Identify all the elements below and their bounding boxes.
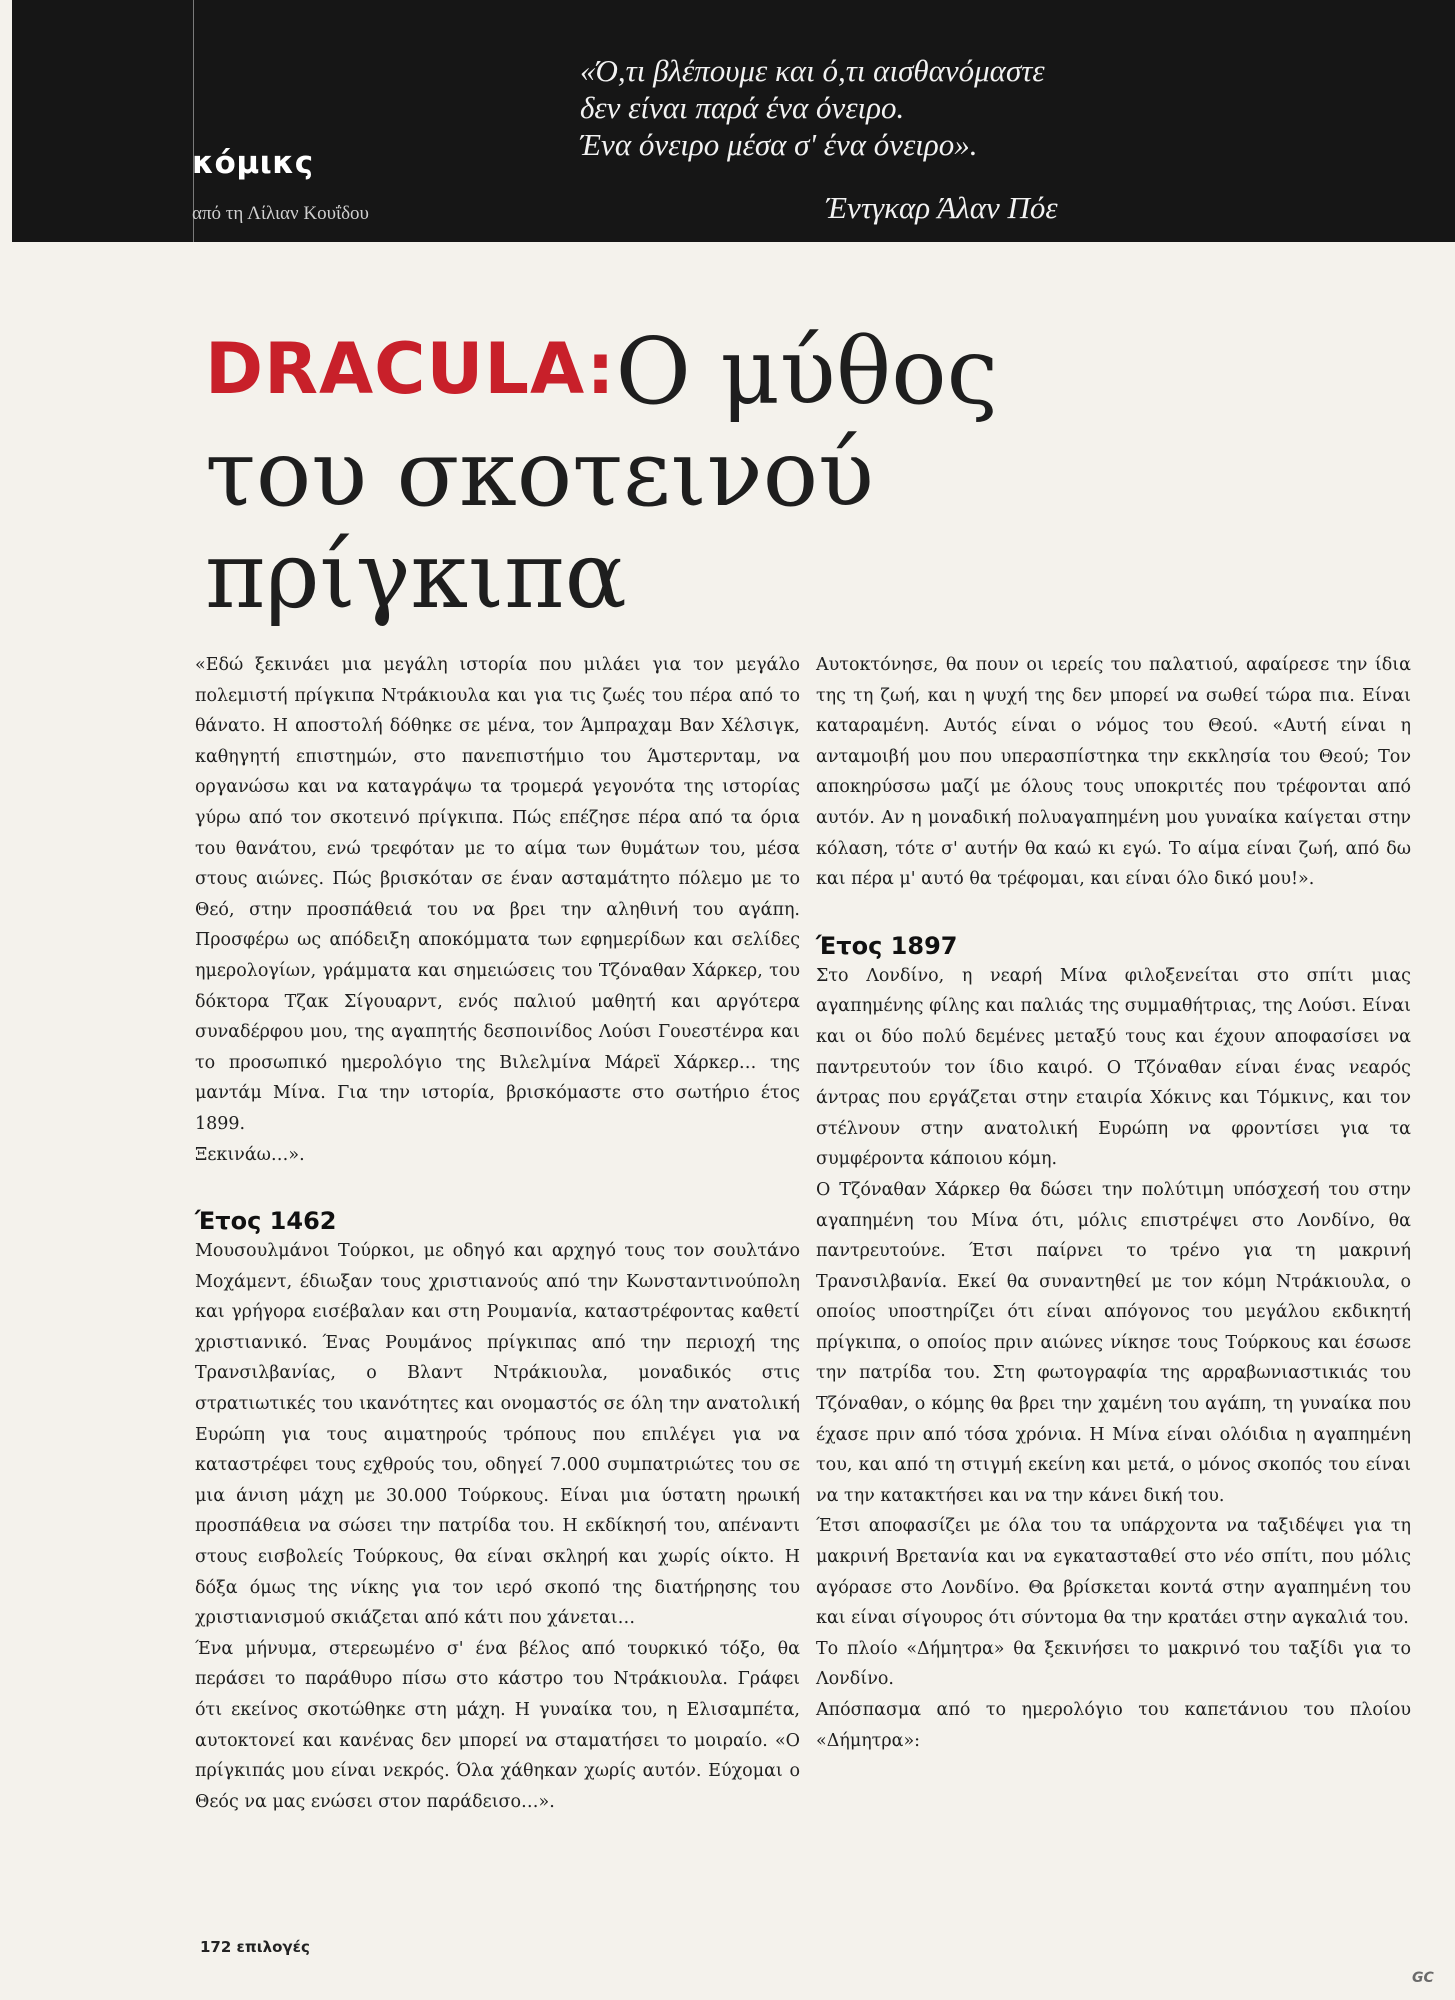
section-heading: Έτος 1462 (195, 1207, 337, 1236)
quote-line: Ένα όνειρο μέσα σ' ένα όνειρο». (580, 127, 978, 162)
title-highlight: DRACULA: (205, 328, 616, 410)
quote-author: Έντγκαρ Άλαν Πόε (826, 190, 1058, 225)
title-line-1 (205, 318, 1205, 423)
intro-paragraph: «Εδώ ξεκινάει μια μεγάλη ιστορία που μιλάει για τον μεγάλο πολεμιστή πρίγκιπα Ντράκιουλα και για τις ζωές του πέρα από το θάνατο. Η αποστολή δόθηκε σε μένα, τον Άμπραχαμ Βαν Χέλσιγκ, καθηγητή επιστημών, στο πανεπιστήμιο του Άμστερνταμ, να οργανώσω και να καταγράψω τα τρομερά γεγονότα της ιστορίας γύρω από τον σκοτεινό πρίγκιπα. Πώς επέζησε πέρα από τα όρια του θανάτου, ενώ τρεφόταν με το αίμα των θυμάτων του, μέσα στους αιώνες. Πώς βρισκόταν σε έναν ασταμάτητο πόλεμο με το Θεό, στην προσπάθειά του να βρει την αληθινή του αγάπη. Προσφέρω ως απόδειξη αποκόμματα των εφημερίδων και σελίδες ημερολογίων, γράμματα και σημειώσεις του Τζόναθαν Χάρκερ, του δόκτορα Τζακ Σίγουαρντ, ενός παλιού μαθητή και αργότερα συναδέρφου μου, της αγαπητής δεσποινίδος Λούσι Γουεστένρα και το προσωπικό ημερολόγιο της Βιλελμίνα Μάρεϊ Χάρκερ… της μαντάμ Μίνα. Για την ιστορία, βρισκόμαστε στο σωτήριο έτος 1899. (195, 655, 800, 1134)
article-column-right (816, 650, 1411, 1756)
article-title (205, 318, 1205, 627)
section-heading: Έτος 1897 (816, 931, 958, 960)
page-folio (200, 1938, 310, 1956)
body-paragraph: Στο Λονδίνο, η νεαρή Μίνα φιλοξενείται στο σπίτι μιας αγαπημένης φίλης και παλιάς της συμμαθήτριας, της Λούσι. Είναι και οι δύο πολύ δεμένες μεταξύ τους και έχουν αποφασίσει να παντρευτούν τον ίδιο καιρό. Ο Τζόναθαν είναι ένας νεαρός άντρας που εργάζεται στην εταιρία Χόκινς και Τόμκινς, και τον στέλνουν στην ανατολική Ευρώπη να φροντίσει για τα συμφέροντα κάποιου κόμη. (816, 965, 1411, 1170)
magazine-name: επιλογές (236, 1938, 310, 1956)
body-paragraph: Απόσπασμα από το ημερολόγιο του καπετάνιου του πλοίου «Δήμητρα»: (816, 1700, 1411, 1751)
section-label: κόμικς (192, 145, 314, 181)
body-paragraph: Το πλοίο «Δήμητρα» θα ξεκινήσει το μακρινό του ταξίδι για το Λονδίνο. (816, 1638, 1411, 1690)
body-paragraph: Ένα μήνυμα, στερεωμένο σ' ένα βέλος από τουρκικό τόξο, θα περάσει το παράθυρο πίσω στο κάστρο του Ντράκιουλα. Γράφει ότι εκείνος σκοτώθηκε στη μάχη. Η γυναίκα του, η Ελισαμπέτα, αυτοκτονεί και κανένας δεν μπορεί να σταματήσει το μοιραίο. «Ο πρίγκιπάς μου είναι νεκρός. Όλα χάθηκαν χωρίς αυτόν. Εύχομαι ο Θεός να μας ενώσει στον παράδεισο…». (195, 1638, 800, 1812)
quote-line: «Ό,τι βλέπουμε και ό,τι αισθανόμαστε (580, 53, 1045, 88)
body-paragraph: Ο Τζόναθαν Χάρκερ θα δώσει την πολύτιμη υπόσχεσή του στην αγαπημένη του Μίνα ότι, μόλις επιστρέψει στο Λονδίνο, θα παντρευτούνε. Έτσι παίρνει το τρένο για τη μακρινή Τρανσιλβανία. Εκεί θα συναντηθεί με τον κόμη Ντράκιουλα, ο οποίος υποστηρίζει ότι είναι απόγονος του μεγάλου εκδικητή πρίγκιπα, ο οποίος πριν αιώνες νίκησε τους Τούρκους και έσωσε την πατρίδα του. Στη φωτογραφία της αρραβωνιαστικιάς του Τζόναθαν, ο κόμης θα βρει την χαμένη του αγάπη, τη γυναίκα που έχασε πριν από τόσα χρόνια. Η Μίνα είναι ολόιδια η αγαπημένη του, και από τη στιγμή εκείνη και μετά, ο μόνος σκοπός του είναι να την κατακτήσει και να την κάνει δική του. (816, 1179, 1411, 1506)
body-paragraph: Έτσι αποφασίζει με όλα του τα υπάρχοντα να ταξιδέψει για τη μακρινή Βρετανία και να εγκατασταθεί στο νέο σπίτι, που μόλις αγόρασε στο Λονδίνο. Θα βρίσκεται κοντά στην αγαπημένη του και είναι σίγουρος ότι σύντομα θα την κρατάει στην αγκαλιά του. (816, 1516, 1411, 1629)
quote-line: δεν είναι παρά ένα όνειρο. (580, 90, 905, 125)
title-text: Ο μύθος (615, 318, 999, 425)
body-paragraph: Μουσουλμάνοι Τούρκοι, με οδηγό και αρχηγό τους τον σουλτάνο Μοχάμεντ, έδιωξαν τους χριστιανούς από την Κωνσταντινούπολη και γρήγορα εισέβαλαν και στη Ρουμανία, καταστρέφοντας καθετί χριστιανικό. Ένας Ρουμάνος πρίγκιπας από την περιοχή της Τρανσιλβανίας, ο Βλαντ Ντράκιουλα, μοναδικός στις στρατιωτικές του ικανότητες και ονομαστός σε όλη την ανατολική Ευρώπη για τους αιματηρούς τρόπους που επιλέγει για να καταστρέφει τους εχθρούς του, οδηγεί 7.000 συμπατριώτες του σε μια άνιση μάχη με 30.000 Τούρκους. Είναι μια ύστατη ηρωική προσπάθεια να σώσει την πατρίδα του. Η εκδίκησή του, απέναντι στους εισβολείς Τούρκους, θα είναι σκληρή και χωρίς οίκτο. Η δόξα όμως της νίκης για τον ιερό σκοπό της διατήρησης του χριστιανισμού σκιάζεται από κάτι που χάνεται… (195, 1241, 800, 1629)
author-byline: από τη Λίλιαν Κουΐδου (192, 203, 369, 224)
scanner-signature: GC (1412, 1970, 1434, 1986)
body-paragraph: Αυτοκτόνησε, θα πουν οι ιερείς του παλατιού, αφαίρεσε την ίδια της τη ζωή, και η ψυχή της δεν μπορεί να σωθεί τώρα πια. Είναι καταραμένη. Αυτός είναι ο νόμος του Θεού. «Αυτή είναι η ανταμοιβή μου που υπερασπίστηκα την εκκλησία του Θεού; Τον αποκηρύσσω μαζί με όλους τους υποκριτές που τρέφονται από αυτόν. Αν η μοναδική πολυαγαπημένη μου γυναίκα καίγεται στην κόλαση, τότε σ' αυτήν θα καώ κι εγώ. Το αίμα είναι ζωή, από δω και πέρα μ' αυτό θα τρέφομαι, και είναι όλο δικό μου!». (816, 655, 1411, 890)
intro-end: Ξεκινάω…». (195, 1144, 305, 1165)
page-number: 172 (200, 1938, 232, 1956)
title-line-3: πρίγκιπα (205, 522, 627, 629)
epigraph-quote (580, 52, 1180, 163)
article-column-left (195, 650, 800, 1817)
title-line-2: του σκοτεινού (205, 420, 875, 527)
